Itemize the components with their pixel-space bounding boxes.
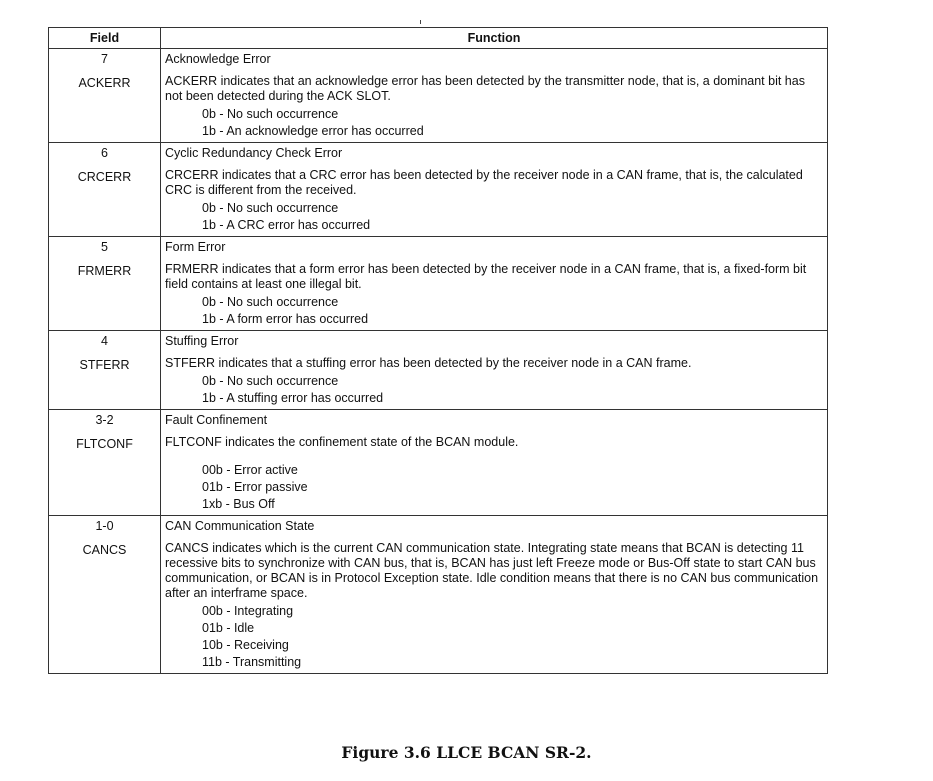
table-header-row	[49, 28, 828, 49]
field-mnemonic: CRCERR	[77, 170, 132, 184]
field-bits: 1-0	[95, 519, 114, 533]
field-mnemonic: FRMERR	[77, 264, 132, 278]
function-title: Fault Confinement	[165, 413, 268, 427]
function-description: CANCS indicates which is the current CAN communication state. Integrating state means that BCAN is detecting 11 recessive bits to synchronize with CAN bus, that is, BCAN has just left Freeze mode or Bus-Off state to start CAN bus communication, or BCAN is in Protocol Exception state. Idle condition means that there is no CAN bus communication after an interframe space.	[165, 541, 819, 600]
function-title: Form Error	[165, 240, 226, 254]
field-bits: 4	[101, 334, 108, 348]
field-mnemonic: FLTCONF	[76, 437, 133, 451]
option-value: 1b - An acknowledge error has occurred	[202, 124, 424, 138]
function-description: FLTCONF indicates the confinement state of the BCAN module.	[165, 435, 519, 449]
option-value: 0b - No such occurrence	[202, 201, 339, 215]
function-cell	[161, 49, 828, 143]
header-field: Field	[49, 28, 161, 49]
field-cell	[49, 237, 161, 331]
option-value: 1xb - Bus Off	[202, 497, 275, 511]
field-bits: 5	[101, 240, 108, 254]
table-row	[49, 516, 828, 674]
option-list	[202, 200, 823, 234]
function-description: STFERR indicates that a stuffing error has been detected by the receiver node in a CAN frame.	[165, 356, 692, 370]
field-mnemonic: ACKERR	[78, 76, 131, 90]
function-title: Acknowledge Error	[165, 52, 271, 66]
field-bits: 3-2	[95, 413, 114, 427]
function-description: ACKERR indicates that an acknowledge error has been detected by the transmitter node, that is, a dominant bit has not been detected during the ACK SLOT.	[165, 74, 805, 103]
table-row	[49, 49, 828, 143]
option-list	[202, 603, 823, 671]
header-function: Function	[161, 28, 828, 49]
option-list	[202, 294, 823, 328]
field-bits: 6	[101, 146, 108, 160]
table-row	[49, 410, 828, 516]
function-title: Cyclic Redundancy Check Error	[165, 146, 343, 160]
function-title: CAN Communication State	[165, 519, 315, 533]
option-value: 11b - Transmitting	[202, 655, 302, 669]
function-cell	[161, 410, 828, 516]
field-cell	[49, 331, 161, 410]
option-value: 00b - Error active	[202, 463, 298, 477]
figure-caption: Figure 3.6 LLCE BCAN SR-2.	[341, 743, 592, 762]
function-cell	[161, 143, 828, 237]
field-mnemonic: CANCS	[82, 543, 127, 557]
function-cell	[161, 237, 828, 331]
table-row	[49, 143, 828, 237]
table-row	[49, 331, 828, 410]
field-cell	[49, 410, 161, 516]
option-value: 0b - No such occurrence	[202, 374, 339, 388]
option-value: 00b - Integrating	[202, 604, 294, 618]
table-row	[49, 237, 828, 331]
function-cell	[161, 516, 828, 674]
option-value: 1b - A CRC error has occurred	[202, 218, 371, 232]
option-value: 01b - Error passive	[202, 480, 308, 494]
field-cell	[49, 143, 161, 237]
option-value: 01b - Idle	[202, 621, 255, 635]
option-value: 10b - Receiving	[202, 638, 289, 652]
field-mnemonic: STFERR	[79, 358, 130, 372]
register-field-table	[48, 27, 828, 674]
option-value: 1b - A stuffing error has occurred	[202, 391, 384, 405]
field-cell	[49, 516, 161, 674]
function-cell	[161, 331, 828, 410]
option-list	[202, 462, 823, 513]
function-title: Stuffing Error	[165, 334, 239, 348]
stray-tick-mark	[420, 20, 421, 24]
field-cell	[49, 49, 161, 143]
function-description: CRCERR indicates that a CRC error has been detected by the receiver node in a CAN frame, that is, the calculated CRC is different from the received.	[165, 168, 803, 197]
option-list	[202, 106, 823, 140]
option-value: 0b - No such occurrence	[202, 295, 339, 309]
option-value: 1b - A form error has occurred	[202, 312, 369, 326]
function-description: FRMERR indicates that a form error has been detected by the receiver node in a CAN frame, that is, a fixed-form bit field contains at least one illegal bit.	[165, 262, 807, 291]
field-bits: 7	[101, 52, 108, 66]
option-value: 0b - No such occurrence	[202, 107, 339, 121]
option-list	[202, 373, 823, 407]
